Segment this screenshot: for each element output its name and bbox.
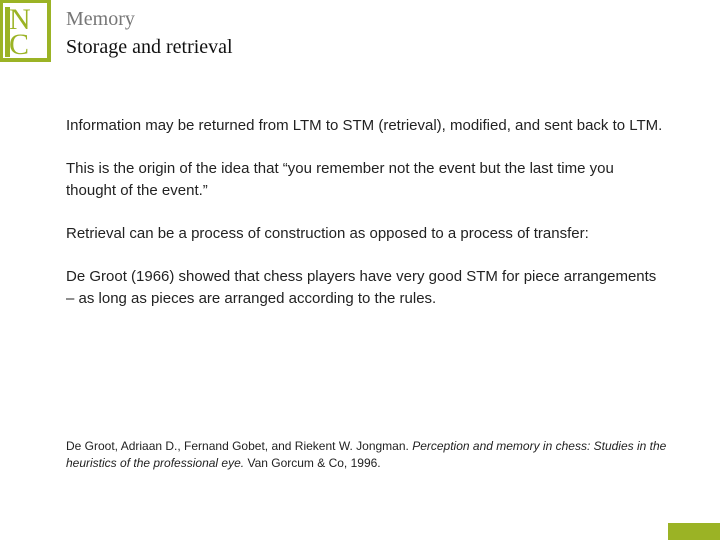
slide-title: Storage and retrieval — [66, 36, 233, 58]
body-paragraph-quote: This is the origin of the idea that “you remember not the event but the last time you thought of the event.” — [66, 160, 614, 199]
body-paragraph-construction: Retrieval can be a process of construction as opposed to a process of transfer: — [66, 225, 589, 242]
body-paragraph-de-groot: De Groot (1966) showed that chess players have very good STM for piece arrangements – as long as pieces are arranged according to the rules. — [66, 268, 657, 307]
logo-letter-c: C — [9, 28, 30, 61]
citation-title: Perception and memory in chess: Studies in the heuristics of the professional eye. — [66, 439, 667, 470]
logo-background — [3, 3, 47, 61]
slide-subject: Memory — [66, 8, 135, 30]
body-paragraph-retrieval: Information may be returned from LTM to STM (retrieval), modified, and sent back to LTM. — [66, 117, 663, 134]
slide-body — [66, 115, 666, 331]
logo — [0, 0, 51, 62]
citation-publisher: Van Gorcum & Co, 1996. — [247, 456, 381, 470]
corner-accent-bar — [668, 523, 720, 540]
logo-letter-n: N — [9, 3, 31, 36]
citation-authors: De Groot, Adriaan D., Fernand Gobet, and Riekent W. Jongman. — [66, 439, 409, 453]
citation — [66, 438, 676, 472]
